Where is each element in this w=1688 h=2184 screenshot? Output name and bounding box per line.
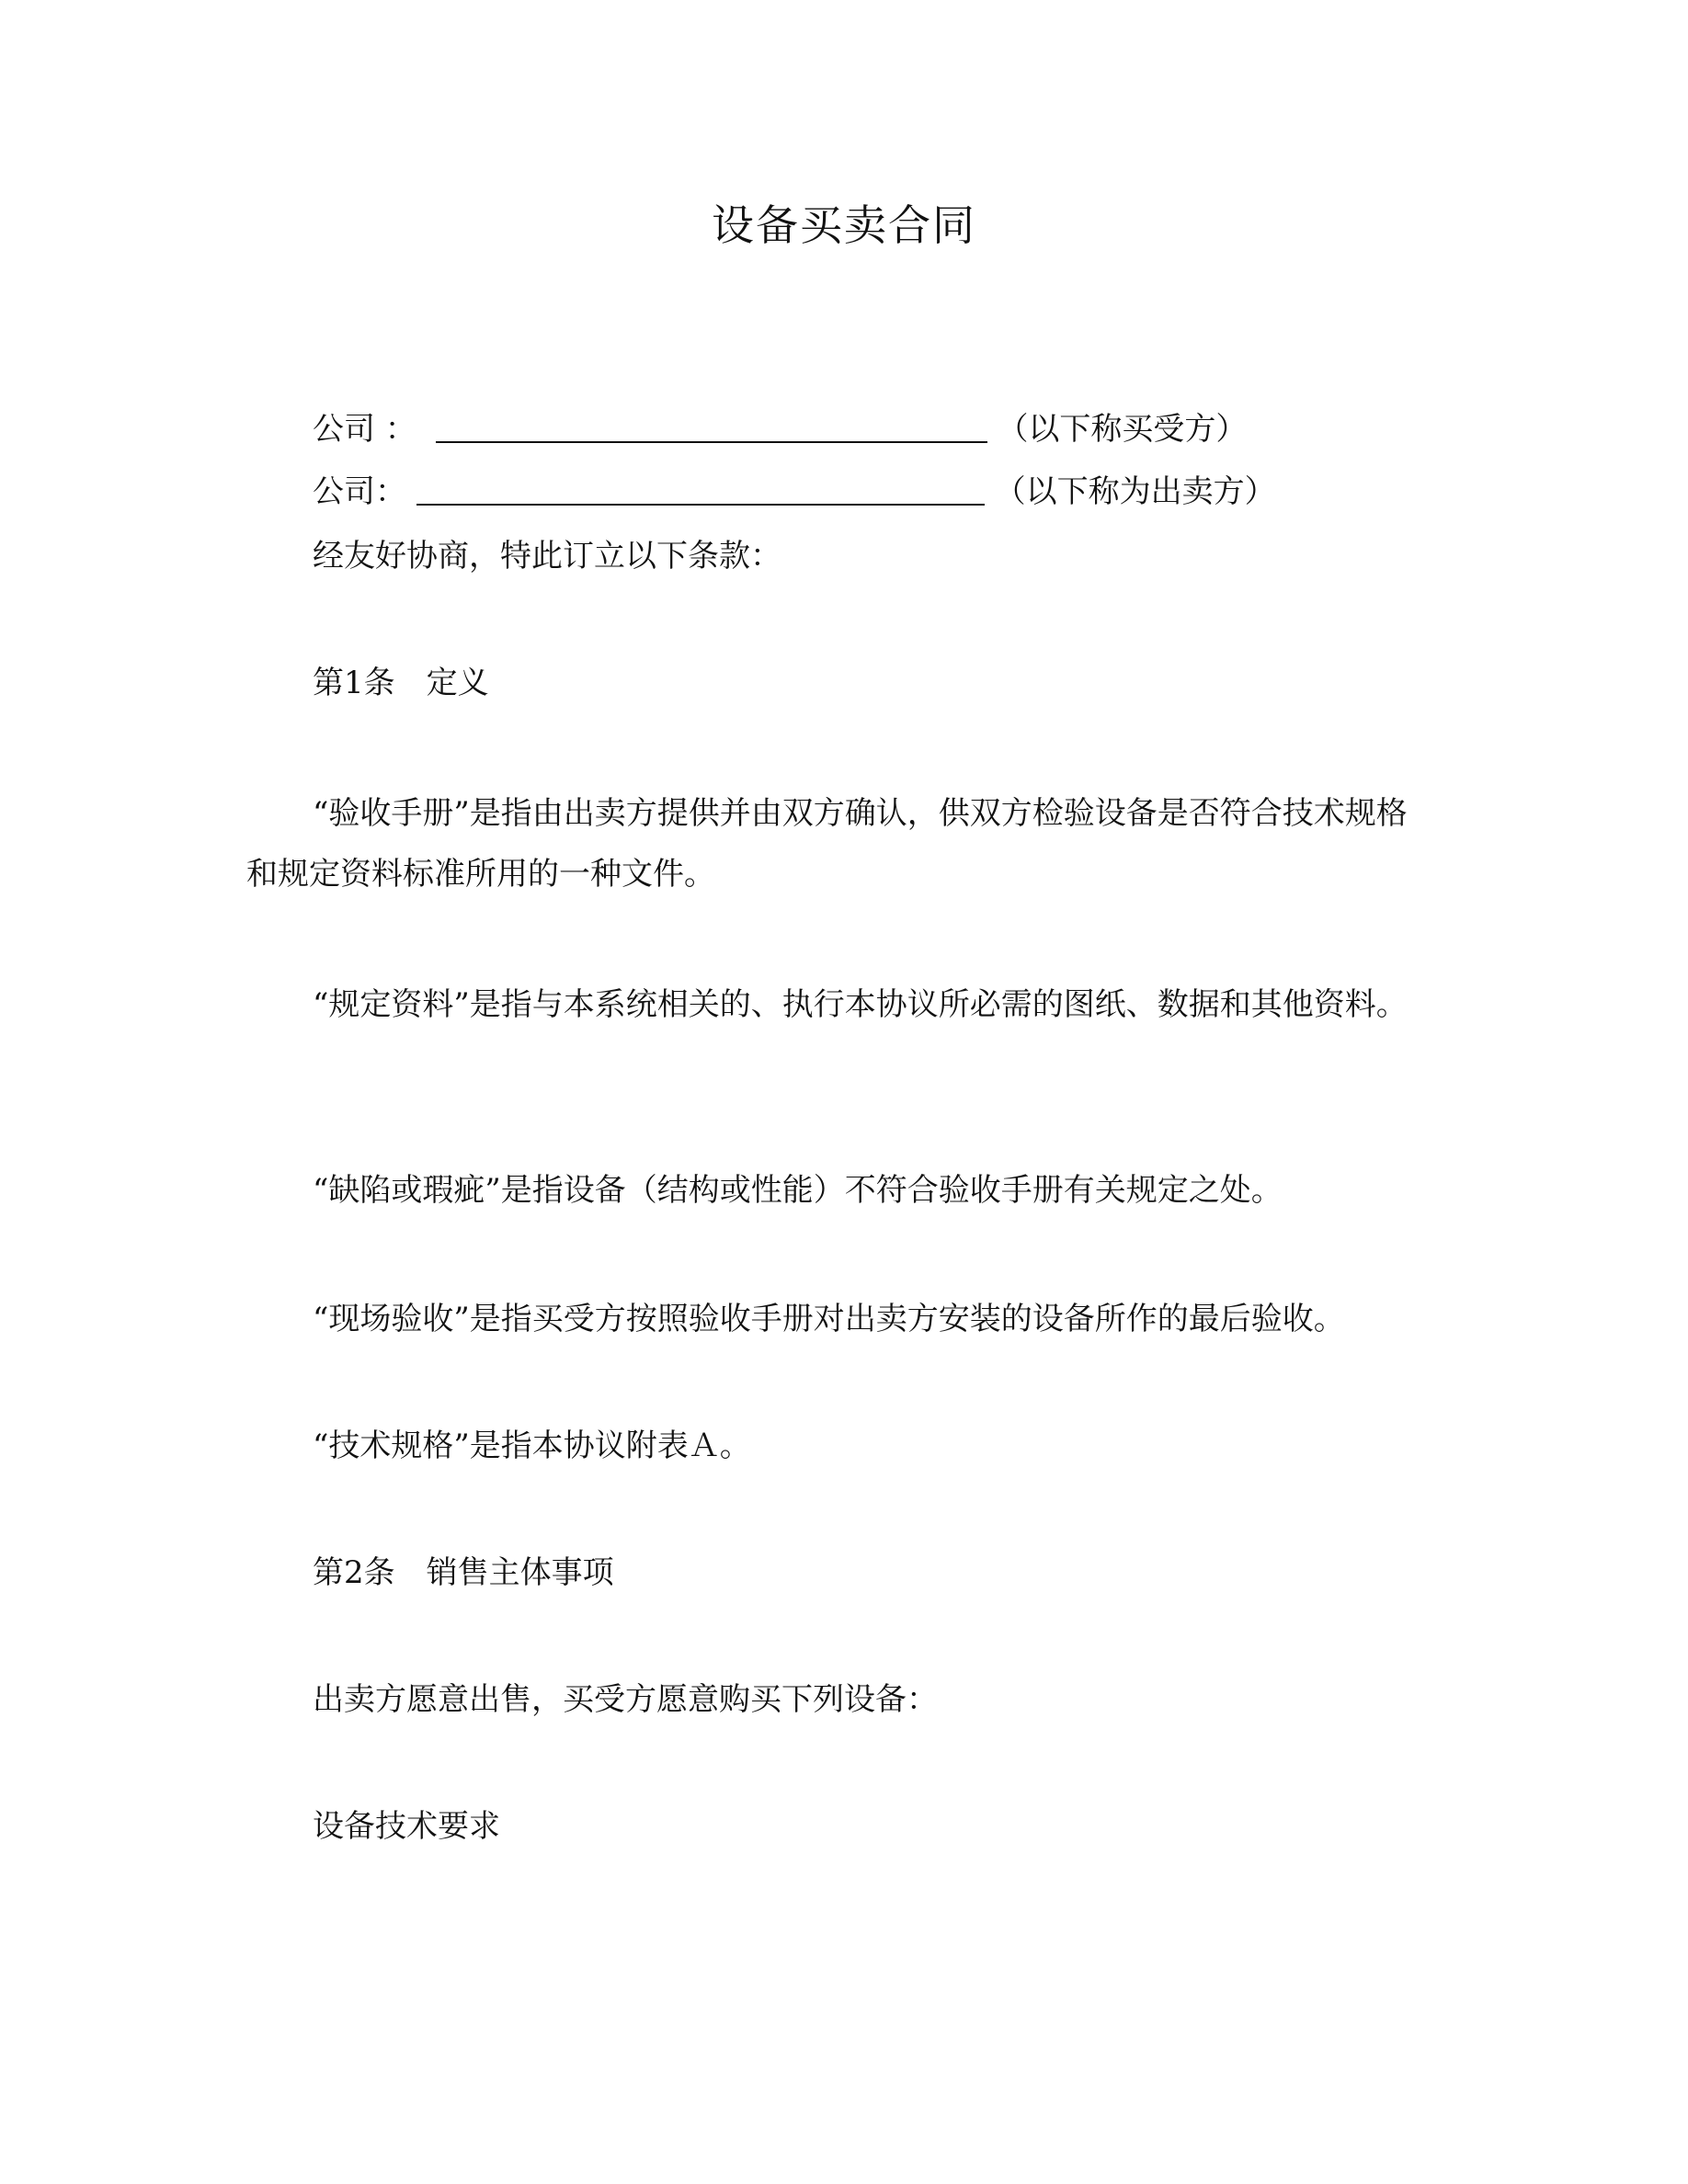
buyer-line bbox=[313, 408, 1247, 450]
definition-specified-materials: “规定资料”是指与本系统相关的、执行本协议所必需的图纸、数据和其他资料。 bbox=[313, 986, 1408, 1023]
seller-name-blank[interactable] bbox=[416, 472, 985, 506]
equipment-requirements-heading: 设备技术要求 bbox=[313, 1808, 500, 1845]
seller-label: 公司： bbox=[313, 473, 406, 510]
definition-defect: “缺陷或瑕疵”是指设备（结构或性能）不符合验收手册有关规定之处。 bbox=[313, 1172, 1283, 1209]
article-2-heading: 第2条 销售主体事项 bbox=[313, 1554, 614, 1591]
buyer-name-blank[interactable] bbox=[436, 410, 987, 443]
seller-line bbox=[313, 471, 1276, 513]
article-1-heading: 第1条 定义 bbox=[313, 665, 489, 701]
article-2-text: 出卖方愿意出售，买受方愿意购买下列设备： bbox=[313, 1681, 938, 1718]
definition-technical-spec: “技术规格”是指本协议附表Ａ。 bbox=[313, 1428, 751, 1464]
definition-site-acceptance: “现场验收”是指买受方按照验收手册对出卖方安装的设备所作的最后验收。 bbox=[313, 1301, 1345, 1337]
buyer-label: 公司 ： bbox=[313, 411, 416, 448]
buyer-suffix: （以下称买受方） bbox=[997, 411, 1248, 448]
page-title: 设备买卖合同 bbox=[712, 200, 976, 250]
intro-text: 经友好协商，特此订立以下条款： bbox=[313, 538, 781, 574]
seller-suffix: （以下称为出卖方） bbox=[994, 473, 1276, 510]
definition-acceptance-manual: “验收手册”是指由出卖方提供并由双方确认，供双方检验设备是否符合技术规格和规定资料标准所用的一种文件。 bbox=[246, 795, 1408, 893]
